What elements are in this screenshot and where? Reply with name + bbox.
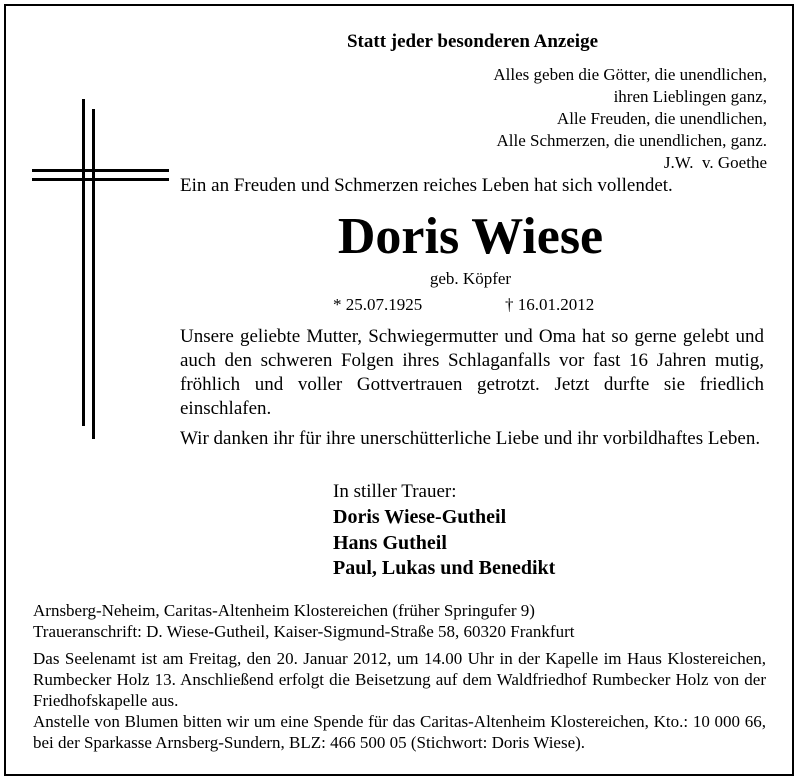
tribute-paragraph: Unsere geliebte Mutter, Schwiegermutter und Oma hat so gerne gelebt und auch den schweren Folgen ihres Schlaganfalls vor fast 16 Jahren mutig, fröhlich und voller Gottvertrauen getrotzt. Jetzt durfte sie friedlich einschlafen. bbox=[180, 326, 764, 419]
notice-header: Statt jeder besonderen Anzeige bbox=[346, 31, 599, 52]
poem-line: Alles geben die Götter, die unendlichen, bbox=[493, 65, 767, 84]
poem-author: J.W. v. Goethe bbox=[663, 153, 767, 172]
mourning-label: In stiller Trauer: bbox=[333, 481, 457, 502]
thanks-paragraph: Wir danken ihr für ihre unerschütterliche Liebe und ihr vorbildhaftes Leben. bbox=[180, 428, 761, 449]
deceased-name: Doris Wiese bbox=[337, 208, 604, 265]
maiden-name: geb. Köpfer bbox=[429, 269, 512, 288]
poem-line: Alle Schmerzen, die unendlichen, ganz. bbox=[496, 131, 767, 150]
intro-sentence: Ein an Freuden und Schmerzen reiches Leben hat sich vollendet. bbox=[180, 175, 673, 196]
address-line: Traueranschrift: D. Wiese-Gutheil, Kaiser-Sigmund-Straße 58, 60320 Frankfurt bbox=[33, 622, 575, 641]
mourner-name: Doris Wiese-Gutheil bbox=[333, 506, 507, 528]
poem-line: Alle Freuden, die unendlichen, bbox=[556, 109, 767, 128]
birth-date: * 25.07.1925 bbox=[333, 295, 423, 314]
mourner-name: Paul, Lukas und Benedikt bbox=[333, 557, 556, 579]
mourner-name: Hans Gutheil bbox=[333, 532, 447, 554]
donation-info: Anstelle von Blumen bitten wir um eine Spende für das Caritas-Altenheim Klostereichen, Kto.: 10 000 66, bei der Sparkasse Arnsberg-Sundern, BLZ: 466 500 05 (Stichwort: Doris Wiese). bbox=[33, 712, 766, 752]
poem-line: ihren Lieblingen ganz, bbox=[613, 87, 767, 106]
death-date: † 16.01.2012 bbox=[505, 295, 595, 314]
service-info: Das Seelenamt ist am Freitag, den 20. Januar 2012, um 14.00 Uhr in der Kapelle im Haus Klostereichen, Rumbecker Holz 13. Anschließend erfolgt die Beisetzung auf dem Waldfriedhof Rumbecker Holz von der Friedhofskapelle aus. bbox=[33, 649, 766, 710]
location-line: Arnsberg-Neheim, Caritas-Altenheim Klostereichen (früher Springufer 9) bbox=[33, 601, 535, 620]
poem-quote bbox=[493, 64, 767, 174]
